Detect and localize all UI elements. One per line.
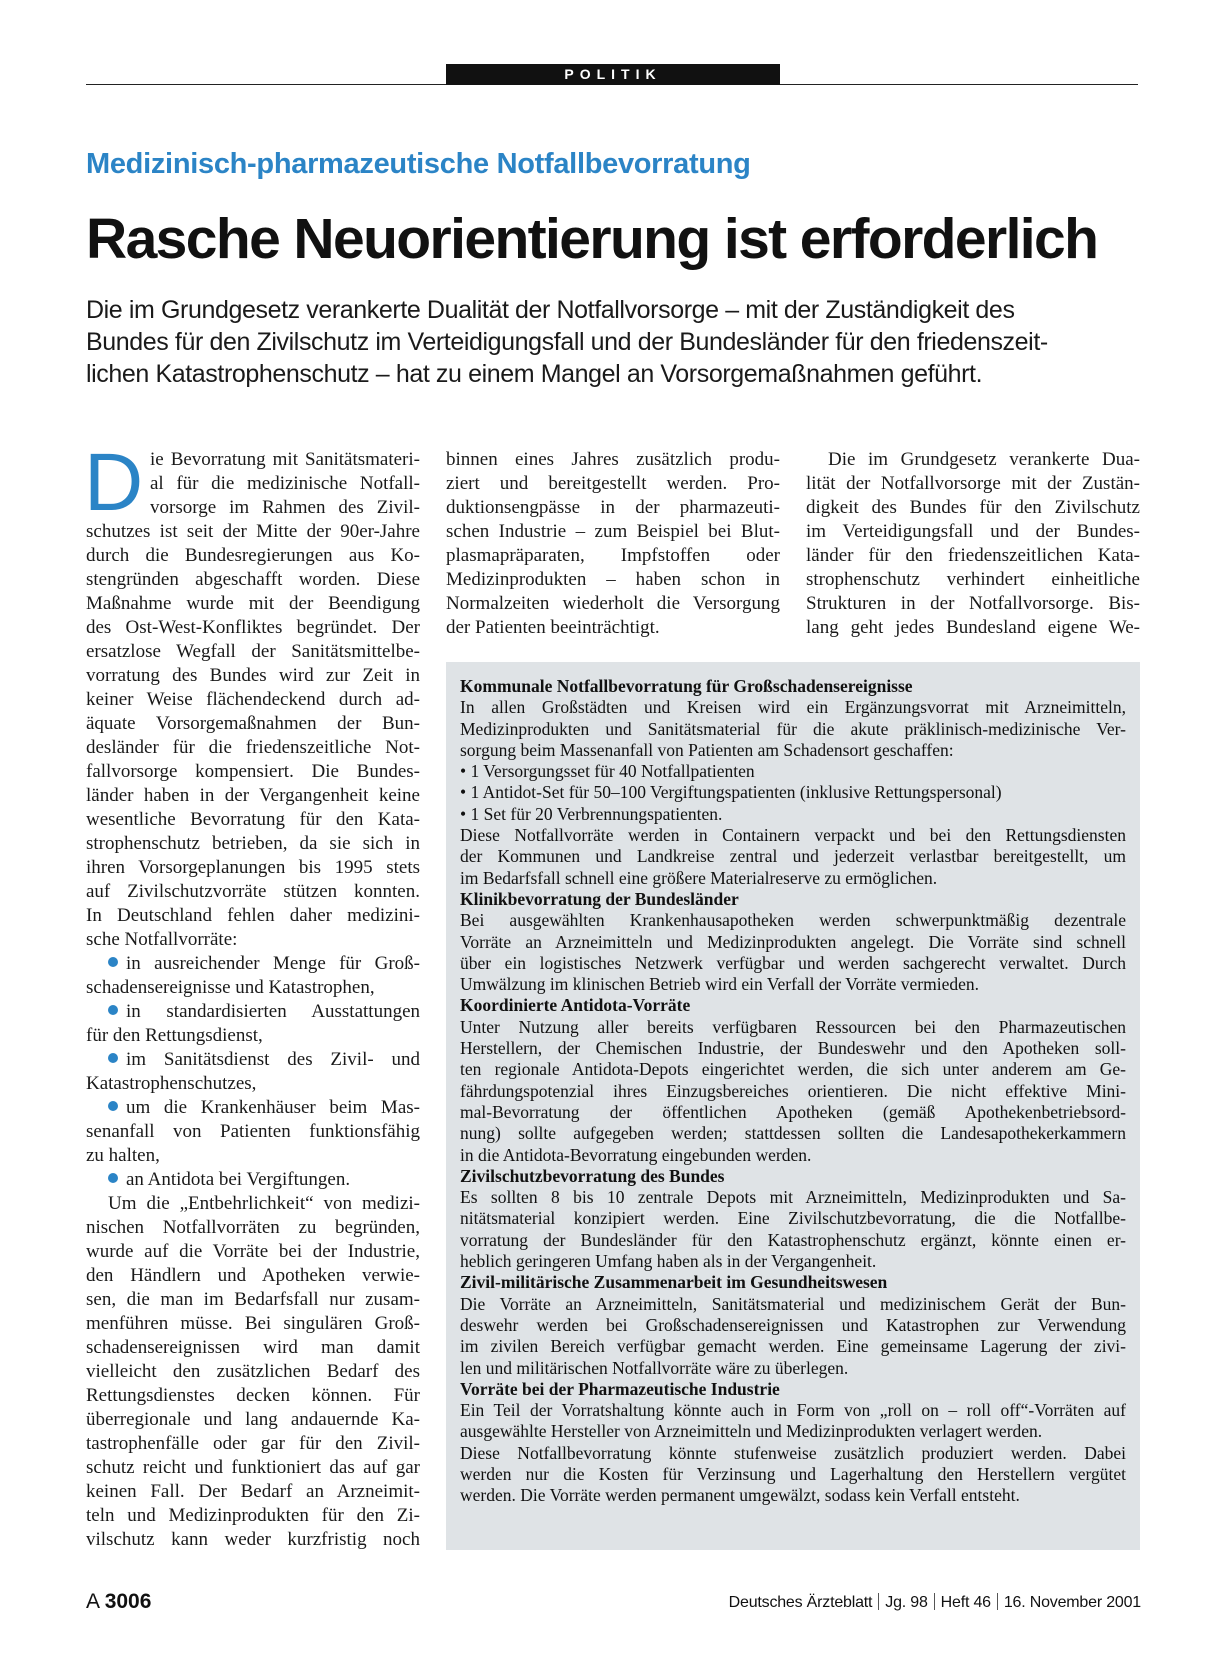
page-number: [86, 1590, 151, 1614]
journal-date: 16. November 2001: [1003, 1594, 1141, 1611]
body-line: vilschutz kann weder kurzfristig noch: [86, 1529, 420, 1550]
article-kicker: Medizinisch-pharmazeutische Notfallbevorratung: [86, 148, 751, 180]
body-line: vorsorge im Rahmen des Zivil-: [150, 497, 420, 518]
body-line: sche Notfallvorräte:: [86, 929, 238, 950]
infobox-line: Medizinprodukten und Sanitätsmaterial für die akute präklinisch-medizinische Ver-: [460, 718, 1126, 739]
body-line: wurde auf die Vorräte bei der Industrie,: [86, 1241, 420, 1262]
infobox-line: Vorräte an Arzneimitteln und Medizinprodukten angelegt. Die Vorräte sind schnell: [460, 931, 1126, 952]
infobox-line: sorgung beim Massenanfall von Patienten am Schadensort geschaffen:: [460, 739, 954, 760]
infobox-line: Die Vorräte an Arzneimitteln, Sanitätsmaterial und medizinischem Gerät der Bun-: [460, 1293, 1126, 1314]
body-column-2: [446, 448, 780, 640]
infobox-line: Bei ausgewählten Krankenhausapotheken werden schwerpunktmäßig dezentrale: [460, 910, 1126, 931]
body-line: schen Industrie – zum Beispiel bei Blut-: [446, 521, 780, 542]
body-line: senanfall von Patienten funktionsfähig: [86, 1121, 420, 1142]
body-line: des Ost-West-Konfliktes begründet. Der: [86, 617, 420, 638]
drop-cap: D: [84, 437, 144, 528]
bullet-item: [86, 1048, 420, 1072]
body-line: lität der Notfallvorsorge mit der Zustän-: [806, 473, 1140, 494]
body-line: für den Rettungsdienst,: [86, 1025, 263, 1046]
bullet-text: um die Krankenhäuser beim Mas-: [126, 1097, 420, 1118]
infobox-section-title: Kommunale Notfallbevorratung für Großschadensereignisse: [460, 676, 913, 696]
body-line: durch die Bundesregierungen aus Ko-: [86, 545, 420, 566]
body-line: sen, die man im Bedarfsfall nur zusam-: [86, 1289, 420, 1310]
infobox-line: vorratung der Bundesländer für den Katastrophenschutz ergänzt, könnte einen er-: [460, 1229, 1126, 1250]
body-line: auf Zivilschutzvorräte stützen konnten.: [86, 881, 420, 902]
infobox-line: mal-Bevorratung der öffentlichen Apotheken (gemäß Apothekenbetriebsord-: [460, 1101, 1126, 1122]
article-lede: [86, 294, 1142, 390]
infobox-line: ten regionale Antidota-Depots eingerichtet werden, die sich unter anderem am Ge-: [460, 1059, 1126, 1080]
body-line: strophenschutz betrieben, da sie sich in: [86, 833, 420, 854]
infobox-line: im zivilen Bereich verfügbar gemacht werden. Eine gemeinsame Lagerung der zivi-: [460, 1336, 1126, 1357]
bullet-dot-icon: [108, 1101, 118, 1111]
infobox-line: Diese Notfallbevorratung könnte stufenweise zusätzlich produziert werden. Dabei: [460, 1442, 1126, 1463]
infobox-content: [460, 676, 1126, 1507]
body-line: vorratung des Bundes wird zur Zeit in: [86, 665, 420, 686]
infobox-line: deswehr werden bei Großschadensereignissen und Katastrophen zur Verwendung: [460, 1314, 1126, 1335]
body-line: ziert und bereitgestellt werden. Pro-: [446, 473, 780, 494]
body-line: stengründen abgeschafft worden. Diese: [86, 569, 420, 590]
infobox: [446, 662, 1140, 1550]
body-line: wesentliche Bevorratung für den Kata-: [86, 809, 420, 830]
body-line: teln und Medizinprodukten für den Zi-: [86, 1505, 420, 1526]
body-line: In Deutschland fehlen daher medizini-: [86, 905, 420, 926]
body-line: länder haben in der Vergangenheit keine: [86, 785, 420, 806]
body-line: duktionsengpässe in der pharmazeuti-: [446, 497, 780, 518]
infobox-line: über ein logistisches Netzwerk verfügbar und werden sachgerecht verwaltet. Durch: [460, 952, 1126, 973]
body-line: Die im Grundgesetz verankerte Dua-: [828, 449, 1140, 470]
body-column-3: [806, 448, 1140, 640]
infobox-section-title: Klinikbevorratung der Bundesländer: [460, 888, 739, 909]
infobox-line: fährdungspotenzial ihres Einzugsbereiches orientieren. Die nicht effektive Mini-: [460, 1080, 1126, 1101]
infobox-line: • 1 Set für 20 Verbrennungspatienten.: [460, 803, 723, 824]
page-prefix: A: [86, 1590, 99, 1613]
infobox-line: werden. Die Vorräte werden permanent umgewälzt, sodass kein Verfall entsteht.: [460, 1485, 1020, 1506]
body-line: Rettungsdienstes decken können. Für: [86, 1385, 420, 1406]
body-line: den Händlern und Apotheken verwie-: [86, 1265, 420, 1286]
body-line: desländer für die friedenszeitliche Not-: [86, 737, 420, 758]
journal-source-line: [729, 1593, 1141, 1612]
bullet-dot-icon: [108, 1005, 118, 1015]
body-line: nischen Notfallvorräten zu begründen,: [86, 1217, 420, 1238]
infobox-line: werden nur die Kosten für Verzinsung und Lagerhaltung den Herstellern vergütet: [460, 1463, 1126, 1484]
body-line: ie Bevorratung mit Sanitätsmateri-: [150, 449, 420, 470]
body-line: Medizinprodukten – haben schon in: [446, 569, 780, 590]
body-line: der Patienten beeinträchtigt.: [446, 617, 660, 638]
infobox-line: in die Antidota-Bevorratung eingebunden werden.: [460, 1144, 812, 1165]
bullet-dot-icon: [108, 957, 118, 967]
infobox-section-title: Koordinierte Antidota-Vorräte: [460, 995, 691, 1016]
body-line: Normalzeiten wiederholt die Versorgung: [446, 593, 780, 614]
infobox-line: heblich geringeren Umfang haben als in der Vergangenheit.: [460, 1251, 877, 1272]
infobox-line: ausgewählte Hersteller von Arzneimitteln und Medizinprodukten verlagert werden.: [460, 1421, 1043, 1442]
infobox-section-title: Zivil-militärische Zusammenarbeit im Gesundheitswesen: [460, 1272, 888, 1293]
bullet-item: [86, 1168, 420, 1192]
bullet-dot-icon: [108, 1053, 118, 1063]
bullet-text: in ausreichender Menge für Groß-: [126, 953, 420, 974]
page-number-value: 3006: [104, 1590, 152, 1613]
body-line: plasmapräparaten, Impfstoffen oder: [446, 545, 780, 566]
body-line: binnen eines Jahres zusätzlich produ-: [446, 449, 780, 470]
divider: [997, 1593, 998, 1610]
journal-volume: Jg. 98: [885, 1594, 928, 1611]
body-line: im Verteidigungsfall und der Bundes-: [806, 521, 1140, 542]
divider: [934, 1593, 935, 1610]
body-line: strophenschutz verhindert einheitliche: [806, 569, 1140, 590]
bullet-dot-icon: [108, 1173, 118, 1183]
infobox-line: Es sollten 8 bis 10 zentrale Depots mit Arzneimitteln, Medizinprodukten und Sa-: [460, 1187, 1126, 1208]
body-line: lang geht jedes Bundesland eigene We-: [806, 617, 1140, 638]
lede-line: Die im Grundgesetz verankerte Dualität der Notfallvorsorge – mit der Zuständigkeit des: [86, 296, 1015, 324]
body-line: Maßnahme wurde mit der Beendigung: [86, 593, 420, 614]
body-column-1: [86, 448, 420, 1552]
infobox-line: • 1 Versorgungsset für 40 Notfallpatienten: [460, 761, 755, 782]
body-line: ihren Vorsorgeplanungen bis 1995 stets: [86, 857, 420, 878]
body-line: Strukturen in der Notfallvorsorge. Bis-: [806, 593, 1140, 614]
body-line: schutz reicht und funktioniert das auf gar: [86, 1457, 420, 1478]
section-label: POLITIK: [446, 64, 780, 85]
infobox-line: im Bedarfsfall schnell eine größere Materialreserve zu ermöglichen.: [460, 867, 938, 888]
bullet-item: [86, 952, 420, 976]
infobox-line: In allen Großstädten und Kreisen wird ein Ergänzungsvorrat mit Arzneimitteln,: [460, 697, 1126, 718]
body-line: keiner Weise flächendeckend durch ad-: [86, 689, 420, 710]
bullet-item: [86, 1000, 420, 1024]
infobox-line: Herstellern, der Chemischen Industrie, der Bundeswehr und den Apotheken soll-: [460, 1038, 1126, 1059]
bullet-item: [86, 1096, 420, 1120]
infobox-line: Diese Notfallvorräte werden in Containern verpackt und bei den Rettungsdiensten: [460, 825, 1126, 846]
infobox-line: nitätsmaterial konzipiert werden. Eine Zivilschutzbevorratung, die die Notfallbe-: [460, 1208, 1126, 1229]
body-line: zu halten,: [86, 1145, 160, 1166]
body-line: fallvorsorge kompensiert. Die Bundes-: [86, 761, 420, 782]
body-line: schadensereignisse und Katastrophen,: [86, 977, 375, 998]
infobox-section-title: Vorräte bei der Pharmazeutische Industrie: [460, 1378, 780, 1399]
infobox-line: len und militärischen Notfallvorräte wäre zu überlegen.: [460, 1357, 849, 1378]
infobox-line: Ein Teil der Vorratshaltung könnte auch in Form von „roll on – roll off“-Vorräten auf: [460, 1400, 1126, 1421]
body-line: tastrophenfälle oder gar für den Zivil-: [86, 1433, 420, 1454]
body-line: digkeit des Bundes für den Zivilschutz: [806, 497, 1140, 518]
body-line: äquate Vorsorgemaßnahmen der Bun-: [86, 713, 420, 734]
lede-line: Bundes für den Zivilschutz im Verteidigungsfall und der Bundesländer für den friedenszeit-: [86, 328, 1048, 356]
body-line: vielleicht den zusätzlichen Bedarf des: [86, 1361, 420, 1382]
body-line: länder für den friedenszeitlichen Kata-: [806, 545, 1140, 566]
body-line: schadensereignissen wird man damit: [86, 1337, 420, 1358]
infobox-line: nung) sollte aufgegeben werden; stattdessen sollten die Landesapothekerkammern: [460, 1123, 1126, 1144]
infobox-line: Umwälzung im klinischen Betrieb wird ein Verfall der Vorräte vermieden.: [460, 974, 980, 995]
body-line: al für die medizinische Notfall-: [150, 473, 420, 494]
body-line: menführen müsse. Bei singulären Groß-: [86, 1313, 420, 1334]
body-line: überregionale und lang andauernde Ka-: [86, 1409, 420, 1430]
body-line: schutzes ist seit der Mitte der 90er-Jahre: [86, 521, 420, 542]
lede-line: lichen Katastrophenschutz – hat zu einem Mangel an Vorsorgemaßnahmen geführt.: [86, 360, 983, 388]
infobox-section-title: Zivilschutzbevorratung des Bundes: [460, 1165, 725, 1186]
body-line: Um die „Entbehrlichkeit“ von medizi-: [108, 1193, 420, 1214]
infobox-line: Unter Nutzung aller bereits verfügbaren Ressourcen bei den Pharmazeutischen: [460, 1016, 1126, 1037]
bullet-text: an Antidota bei Vergiftungen.: [126, 1169, 351, 1190]
body-line: keinen Fall. Der Bedarf an Arzneimit-: [86, 1481, 420, 1502]
divider: [878, 1593, 879, 1610]
bullet-text: in standardisierten Ausstattungen: [126, 1001, 420, 1022]
body-line: ersatzlose Wegfall der Sanitätsmittelbe-: [86, 641, 420, 662]
body-line: Katastrophenschutzes,: [86, 1073, 257, 1094]
journal-name: Deutsches Ärzteblatt: [728, 1594, 873, 1611]
bullet-text: im Sanitätsdienst des Zivil- und: [126, 1049, 420, 1070]
infobox-line: der Kommunen und Landkreise zentral und jederzeit verlastbar bereitgestellt, um: [460, 846, 1126, 867]
journal-issue: Heft 46: [940, 1594, 991, 1611]
article-headline: Rasche Neuorientierung ist erforderlich: [86, 207, 1098, 271]
infobox-line: • 1 Antidot-Set für 50–100 Vergiftungspatienten (inklusive Rettungspersonal): [460, 782, 1002, 803]
